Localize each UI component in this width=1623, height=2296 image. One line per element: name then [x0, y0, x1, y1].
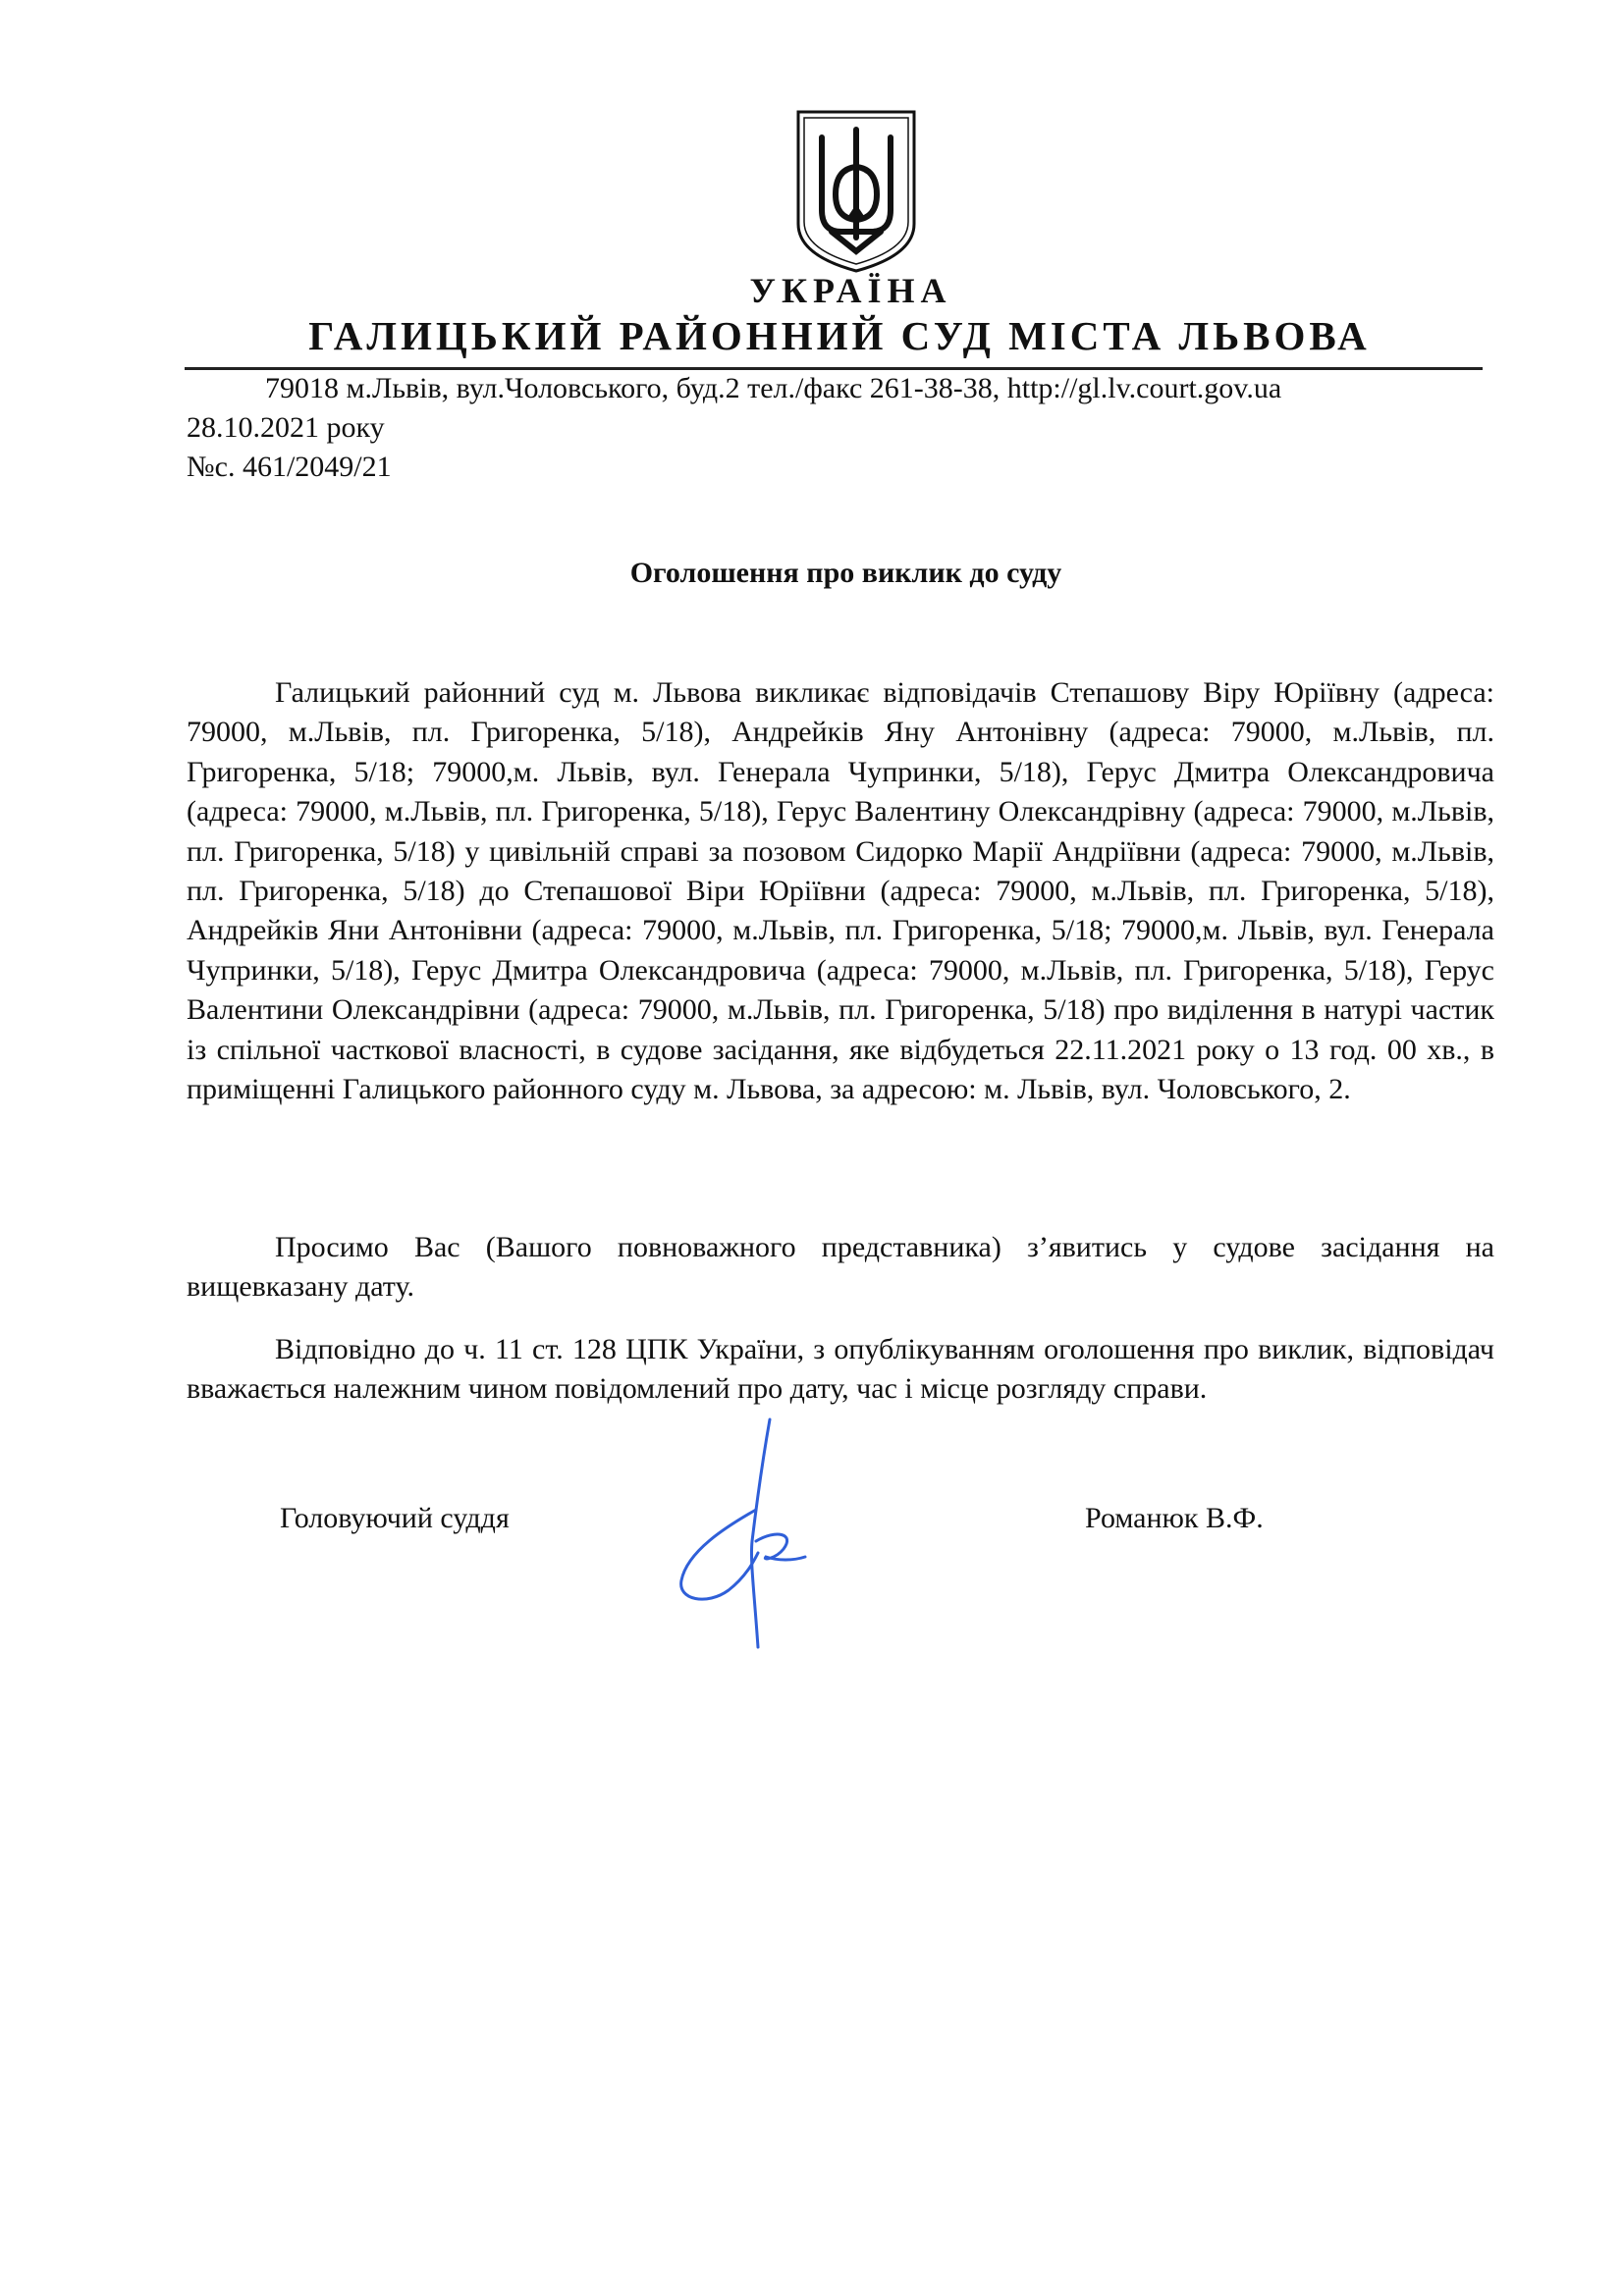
handwritten-signature	[668, 1414, 815, 1659]
case-number: №с. 461/2049/21	[187, 451, 392, 483]
court-contacts: 79018 м.Львів, вул.Чоловського, буд.2 тел./факс 261-38-38, http://gl.lv.court.gov.ua	[265, 372, 1282, 404]
document-title: Оголошення про виклик до суду	[629, 557, 1062, 589]
request-paragraph: Просимо Вас (Вашого повноважного представника) з’явитись у судове засідання на вищевказану дату.	[187, 1231, 1494, 1304]
coat-of-arms-icon	[792, 108, 920, 275]
header-divider	[185, 367, 1483, 370]
judge-name: Романюк В.Ф.	[1085, 1502, 1264, 1534]
document-date: 28.10.2021 року	[187, 411, 385, 444]
legal-notice-paragraph: Відповідно до ч. 11 ст. 128 ЦПК України, з опублікуванням оголошення про виклик, відповідач вважається належним чином повідомлений про дату, час і місце розгляду справи.	[187, 1333, 1494, 1406]
court-name: ГАЛИЦЬКИЙ РАЙОННИЙ СУД МІСТА ЛЬВОВА	[308, 313, 1371, 358]
judge-role: Головуючий суддя	[280, 1502, 510, 1534]
summons-paragraph: Галицький районний суд м. Львова викликає відповідачів Степашову Віру Юріївну (адреса: 79000, м.Львів, пл. Григоренка, 5/18), Андрейків Яну Антонівну (адреса: 79000, м.Львів, пл. Григоренка, 5/18; 79000,м. Львів, вул. Генерала Чупринки, 5/18), Герус Дмитра Олександровича (адреса: 79000, м.Львів, пл. Григоренка, 5/18), Герус Валентину Олександрівну (адреса: 79000, м.Львів, пл. Григоренка, 5/18) у цивільній справі за позовом Сидорко Марії Андріївни (адреса: 79000, м.Львів, пл. Григоренка, 5/18) до Степашової Віри Юріївни (адреса: 79000, м.Львів, пл. Григоренка, 5/18), Андрейків Яни Антонівни (адреса: 79000, м.Львів, пл. Григоренка, 5/18; 79000,м. Львів, вул. Генерала Чупринки, 5/18), Герус Дмитра Олександровича (адреса: 79000, м.Львів, пл. Григоренка, 5/18), Герус Валентини Олександрівни (адреса: 79000, м.Львів, пл. Григоренка, 5/18) про виділення в натурі частик із спільної часткової власності, в судове засідання, яке відбудеться 22.11.2021 року о 13 год. 00 хв., в приміщенні Галицького районного суду м. Львова, за адресою: м. Львів, вул. Чоловського, 2.	[187, 676, 1494, 1106]
country-title: УКРАЇНА	[749, 271, 952, 310]
